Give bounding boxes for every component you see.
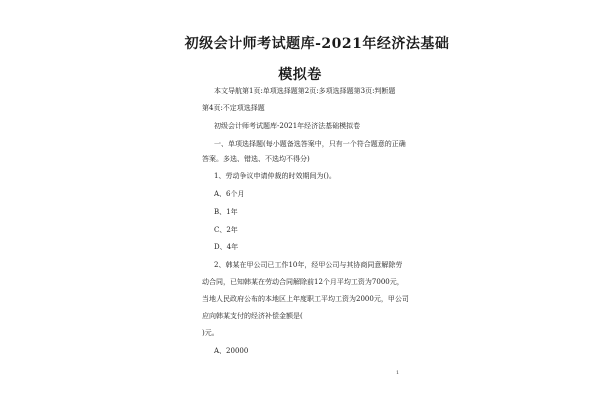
- question-2: 2、韩某在甲公司已工作10年，经甲公司与其协商同意解除劳: [214, 261, 403, 269]
- question-1: 1、劳动争议申请仲裁的时效期间为()。: [214, 172, 336, 180]
- question-2-continued: 应向韩某支付的经济补偿金额是(: [202, 312, 303, 320]
- nav-line: 本文导航第1页:单项选择题第2页:多项选择题第3页:判断题: [214, 87, 396, 95]
- question-2-continued: 当地人民政府公布的本地区上年度职工平均工资为2000元，甲公司: [202, 295, 409, 303]
- section-heading-continued: 答案。多选、错选、不选均不得分): [202, 155, 310, 163]
- question-1-option: D、4年: [214, 243, 239, 251]
- question-2-continued: 动合同，已知韩某在劳动合同解除前12个月平均工资为7000元，: [202, 278, 404, 286]
- question-1-option: A、6个月: [214, 190, 245, 198]
- nav-line-continued: 第4页:不定项选择题: [202, 104, 265, 112]
- section-heading: 一、单项选择题(每小题备选答案中，只有一个符合题意的正确: [214, 140, 406, 148]
- question-1-option: C、2年: [214, 226, 238, 234]
- document-title: 初级会计师考试题库-2021年经济法基础: [184, 36, 450, 52]
- question-1-option: B、1年: [214, 208, 238, 216]
- subtitle: 初级会计师考试题库-2021年经济法基础模拟卷: [214, 122, 361, 130]
- page-number: 1: [396, 370, 400, 376]
- document-title-continued: 模拟卷: [278, 67, 322, 83]
- question-2-option: A、20000: [214, 347, 249, 355]
- question-2-continued: )元。: [202, 329, 219, 337]
